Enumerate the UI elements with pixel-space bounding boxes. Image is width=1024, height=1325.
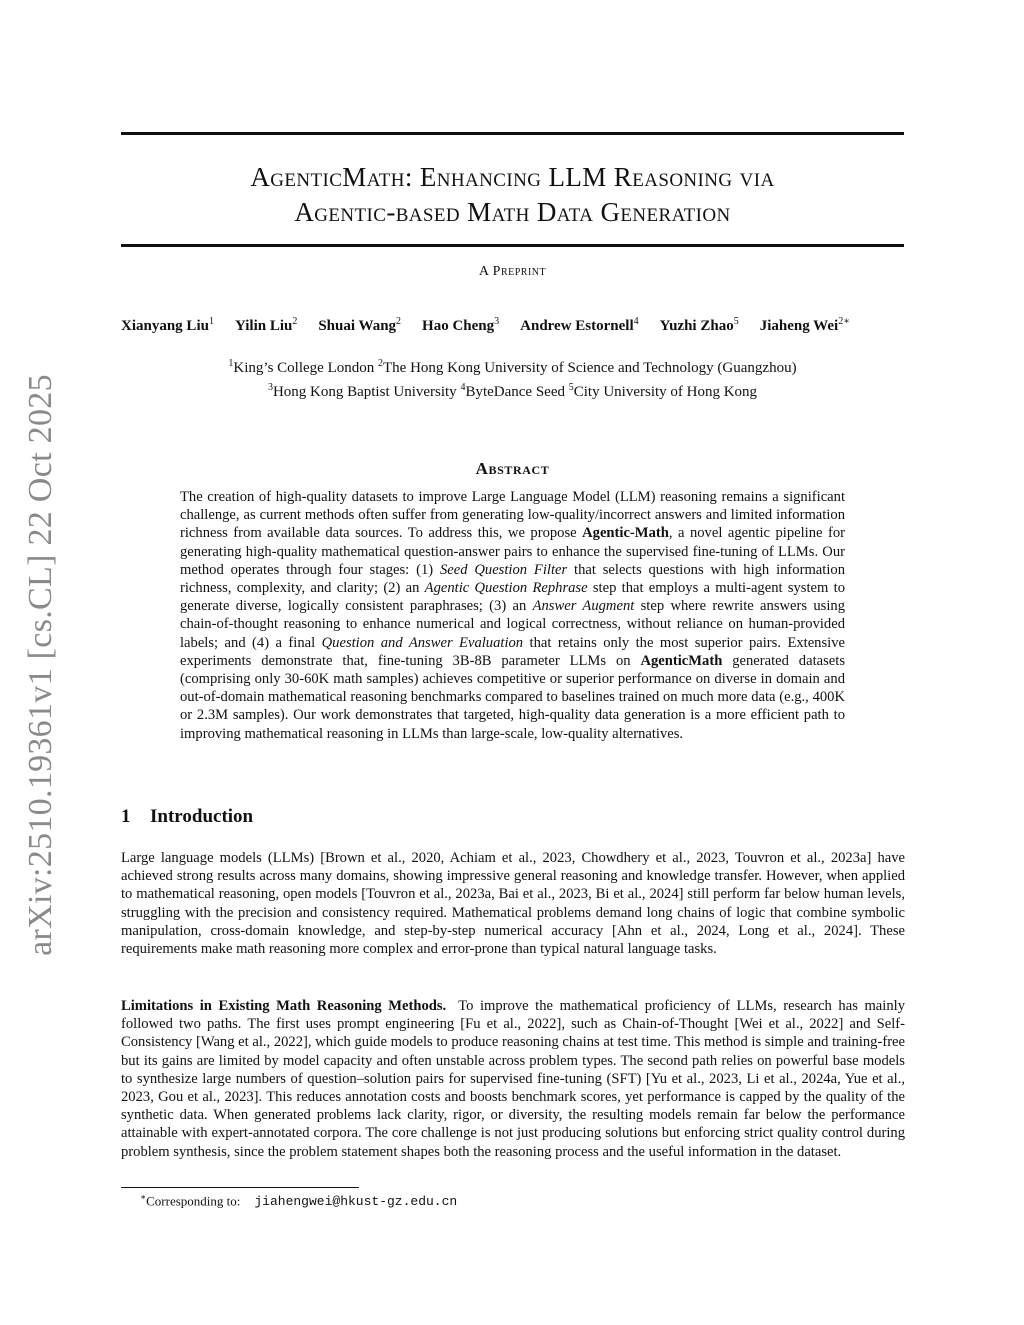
- author: Hao Cheng$^3$: [422, 316, 500, 334]
- abstract-heading: Abstract: [475, 459, 550, 478]
- title-bottom-rule: [121, 244, 904, 247]
- section-heading: [121, 806, 253, 828]
- author: Andrew Estornell$^4$: [520, 316, 639, 334]
- preprint-label: A Preprint: [478, 264, 547, 279]
- author: Yuzhi Zhao$^5$: [659, 316, 739, 334]
- author: Yilin Liu$^2$: [234, 316, 298, 334]
- affiliations: [121, 354, 904, 402]
- title-top-rule: [121, 132, 904, 135]
- author: Xianyang Liu$^1$: [121, 316, 214, 334]
- section-title: Introduction: [150, 806, 254, 827]
- intro-paragraph: Large language models (LLMs) [Brown et al., 2020, Achiam et al., 2023, Chowdhery et al., 2023, Touvron et al., 2023a] have achieved strong results across many domains, showing impressive general reasoning and knowledge transfer. However, when applied to mathematical reasoning, open models [Touvron et al., 2023a, Bai et al., 2023, Bi et al., 2024] still perform far below human levels, struggling with the precision and consistency required. Mathematical problems demand long chains of logic that combine symbolic manipulation, cross-domain knowledge, and step-by-step numerical accuracy [Ahn et al., 2024, Long et al., 2024]. These requirements make math reasoning more complex and error-prone than typical natural language tasks.: [121, 850, 905, 958]
- contact-email[interactable]: jiahengwei@hkust-gz.edu.cn: [254, 1194, 458, 1210]
- footnote: ∗Corresponding to: jiahengwei@hkust-gz.edu.cn: [140, 1192, 458, 1210]
- author-list: [121, 316, 951, 335]
- paper-title: [121, 160, 904, 230]
- limitations-paragraph: Limitations in Existing Math Reasoning Methods. To improve the mathematical proficiency of LLMs, research has mainly followed two paths. The first uses prompt engineering [Fu et al., 2022], such as Chain-of-Thought [Wei et al., 2022] and Self-Consistency [Wang et al., 2022], which guide models to produce reasoning chains at test time. This method is simple and training-free but its gains are limited by model capacity and often unstable across problem types. The second path relies on powerful base models to synthesize large numbers of question–solution pairs for supervised fine-tuning (SFT) [Yu et al., 2023, Li et al., 2024a, Yue et al., 2023, Gou et al., 2023]. This reduces annotation costs and boosts benchmark scores, yet performance is capped by the quality of the synthetic data. When generated problems lack clarity, rigor, or diversity, the resulting models remain far below the performance attainable with expert-annotated corpora. The core challenge is not just producing solutions but enforcing strict quality control during problem synthesis, since the problem statement shapes both the reasoning process and the useful information in the dataset.: [121, 998, 906, 1160]
- title-line-2: Agentic-based Math Data Generation: [294, 197, 731, 227]
- author: Shuai Wang$^2$: [318, 316, 402, 334]
- affiliation-line-1: $^1$King’s College London $^2$The Hong Kong University of Science and Technology (Guangzhou): [228, 358, 797, 376]
- limitations-run-in-heading: Limitations in Existing Math Reasoning Methods.: [121, 998, 447, 1014]
- arxiv-identifier: arXiv:2510.19361v1 [cs.CL] 22 Oct 2025: [22, 374, 59, 956]
- author: Jiaheng Wei$^{2∗}$: [759, 316, 850, 334]
- section-number: 1: [121, 806, 131, 827]
- abstract-body: The creation of high-quality datasets to improve Large Language Model (LLM) reasoning remains a significant challenge, as current methods often suffer from generating low-quality/incorrect answers and limited information richness from available data sources. To address this, we propose Agentic-Math, a novel agentic pipeline for generating high-quality mathematical question-answer pairs to enhance the supervised fine-tuning of LLMs. Our method operates through four stages: (1) Seed Question Filter that selects questions with high information richness, complexity, and clarity; (2) an Agentic Question Rephrase step that employs a multi-agent system to generate diverse, logically consistent paraphrases; (3) an Answer Augment step where rewrite answers using chain-of-thought reasoning to enhance numerical and logical correctness, without reliance on human-provided labels; and (4) a final Question and Answer Evaluation that retains only the most superior pairs. Extensive experiments demonstrate that, fine-tuning 3B-8B parameter LLMs on AgenticMath generated datasets (comprising only 30-60K math samples) achieves competitive or superior performance on diverse in domain and out-of-domain mathematical reasoning benchmarks compared to baselines trained on much more data (e.g., 400K or 2.3M samples). Our work demonstrates that targeted, high-quality data generation is a more efficient path to improving mathematical reasoning in LLMs than large-scale, low-quality alternatives.: [180, 489, 846, 742]
- affiliation-line-2: $^3$Hong Kong Baptist University $^4$ByteDance Seed $^5$City University of Hong Kong: [267, 382, 758, 400]
- title-line-1: AgenticMath: Enhancing LLM Reasoning via: [250, 162, 775, 192]
- footnote-rule: [121, 1187, 359, 1188]
